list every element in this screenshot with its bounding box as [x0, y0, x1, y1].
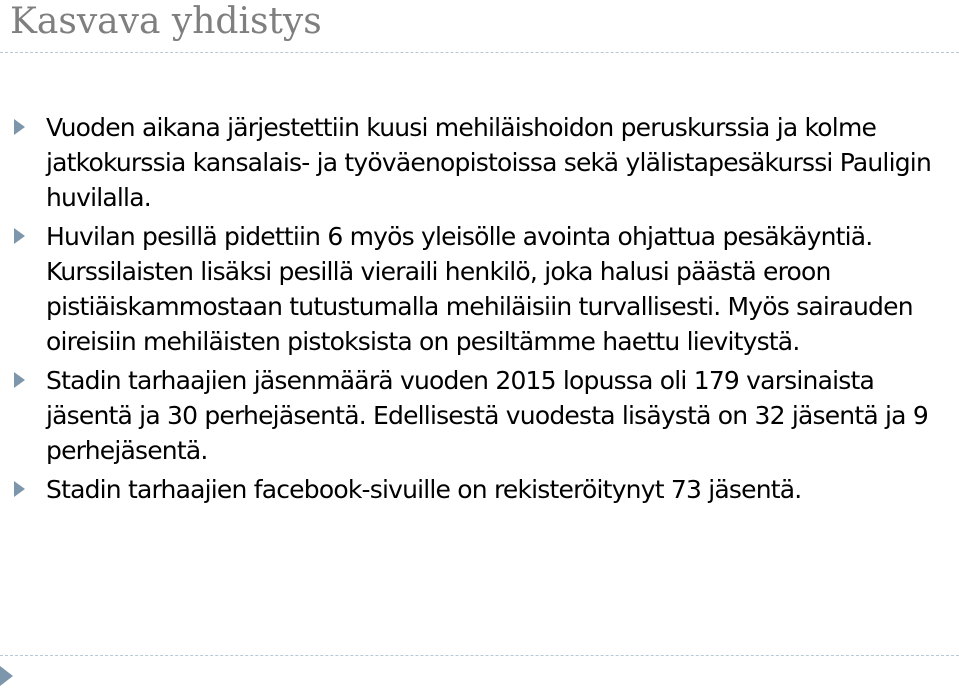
footer-divider [0, 655, 959, 656]
slide-title: Kasvava yhdistys [10, 1, 322, 42]
triangle-bullet-icon [14, 372, 25, 388]
bullet-text: Vuoden aikana järjestettiin kuusi mehiläishoidon peruskurssia ja kolme jatkokurssia kansalais- ja työväenopistoissa sekä ylälistapesäkurssi Pauligin huvilalla. [46, 113, 931, 212]
title-divider [0, 52, 959, 53]
bullet-item [0, 363, 959, 468]
bullet-item [0, 110, 959, 215]
triangle-bullet-icon [14, 481, 25, 497]
footer-triangle-icon [0, 666, 13, 686]
triangle-bullet-icon [14, 228, 25, 244]
triangle-bullet-icon [14, 119, 25, 135]
bullet-text: Stadin tarhaajien jäsenmäärä vuoden 2015 lopussa oli 179 varsinaista jäsentä ja 30 perhejäsentä. Edellisestä vuodesta lisäystä on 32 jäsentä ja 9 perhejäsentä. [46, 366, 928, 465]
bullet-list [0, 110, 959, 511]
bullet-text: Stadin tarhaajien facebook-sivuille on rekisteröitynyt 73 jäsentä. [46, 475, 802, 504]
bullet-item [0, 472, 959, 507]
bullet-text: Huvilan pesillä pidettiin 6 myös yleisölle avointa ohjattua pesäkäyntiä. Kurssilaisten lisäksi pesillä vieraili henkilö, joka halusi päästä eroon pistiäiskammostaan tutustumalla mehiläisiin turvallisesti. Myös sairauden oireisiin mehiläisten pistoksista on pesiltämme haettu lievitystä. [46, 222, 913, 356]
bullet-item [0, 219, 959, 359]
